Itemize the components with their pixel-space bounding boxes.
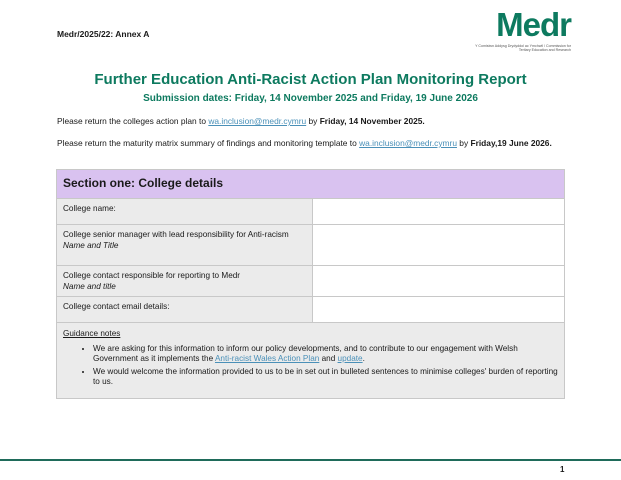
guidance-notes — [57, 323, 565, 399]
guidance-bullet — [93, 344, 558, 365]
update-link[interactable]: update — [337, 354, 363, 363]
section-heading: Section one: College details — [57, 170, 565, 199]
medr-logo — [475, 8, 571, 53]
email-details-label: College contact email details: — [63, 302, 170, 311]
guidance-list — [63, 344, 558, 388]
contact-sublabel: Name and title — [63, 281, 116, 291]
deadline-2: Friday,19 June 2026. — [470, 138, 552, 148]
row-label — [57, 199, 313, 225]
email-details-field[interactable] — [313, 297, 565, 323]
email-link-1[interactable]: wa.inclusion@medr.cymru — [208, 116, 307, 126]
email-link-2[interactable]: wa.inclusion@medr.cymru — [359, 138, 457, 148]
row-label — [57, 225, 313, 266]
row-label — [57, 266, 313, 297]
senior-manager-sublabel: Name and Title — [63, 240, 119, 250]
para1-text: Please return the colleges action plan to — [57, 116, 209, 126]
guidance-bullet: • We would welcome the information provided to us to be in set out in bulleted sentences to minimise colleges' burden of reporting to us. — [93, 367, 558, 388]
college-name-field[interactable] — [313, 199, 565, 225]
contact-label: College contact responsible for reporting to Medr — [63, 271, 241, 280]
college-name-label: College name: — [63, 204, 116, 213]
bullet1-text-b: and — [319, 354, 338, 363]
page-subtitle: Submission dates: Friday, 14 November 2025 and Friday, 19 June 2026 — [143, 93, 478, 104]
college-details-table — [56, 169, 565, 399]
para2-by: by — [456, 138, 471, 148]
page-number: 1 — [560, 465, 565, 474]
page-title: Further Education Anti-Racist Action Plan Monitoring Report — [94, 71, 527, 88]
anti-racist-plan-link[interactable]: Anti-racist Wales Action Plan — [214, 354, 320, 363]
logo-wordmark: Medr — [496, 6, 571, 43]
return-instructions-1 — [57, 116, 567, 127]
deadline-1: Friday, 14 November 2025. — [319, 116, 425, 126]
para2-text: Please return the maturity matrix summary of findings and monitoring template to — [57, 138, 360, 148]
para1-by: by — [306, 116, 320, 126]
bullet1-text-c: . — [362, 354, 365, 363]
guidance-heading: Guidance notes — [63, 329, 121, 338]
logo-tagline: Y Comisiwn Addysg Drydyddol ac Ymchwil / Commission for Tertiary Education and Research — [475, 44, 571, 53]
row-label — [57, 297, 313, 323]
return-instructions-2 — [57, 138, 567, 149]
bullet1-text-a: We are asking for this information to inform our policy developments, and to contribute to our engagement with Welsh Government as it implements the — [93, 343, 518, 363]
contact-field[interactable] — [313, 266, 565, 297]
footer-divider — [0, 459, 621, 461]
senior-manager-label: College senior manager with lead responsibility for Anti-racism — [63, 230, 289, 239]
senior-manager-field[interactable] — [313, 225, 565, 266]
annex-label: Medr/2025/22: Annex A — [57, 29, 150, 39]
